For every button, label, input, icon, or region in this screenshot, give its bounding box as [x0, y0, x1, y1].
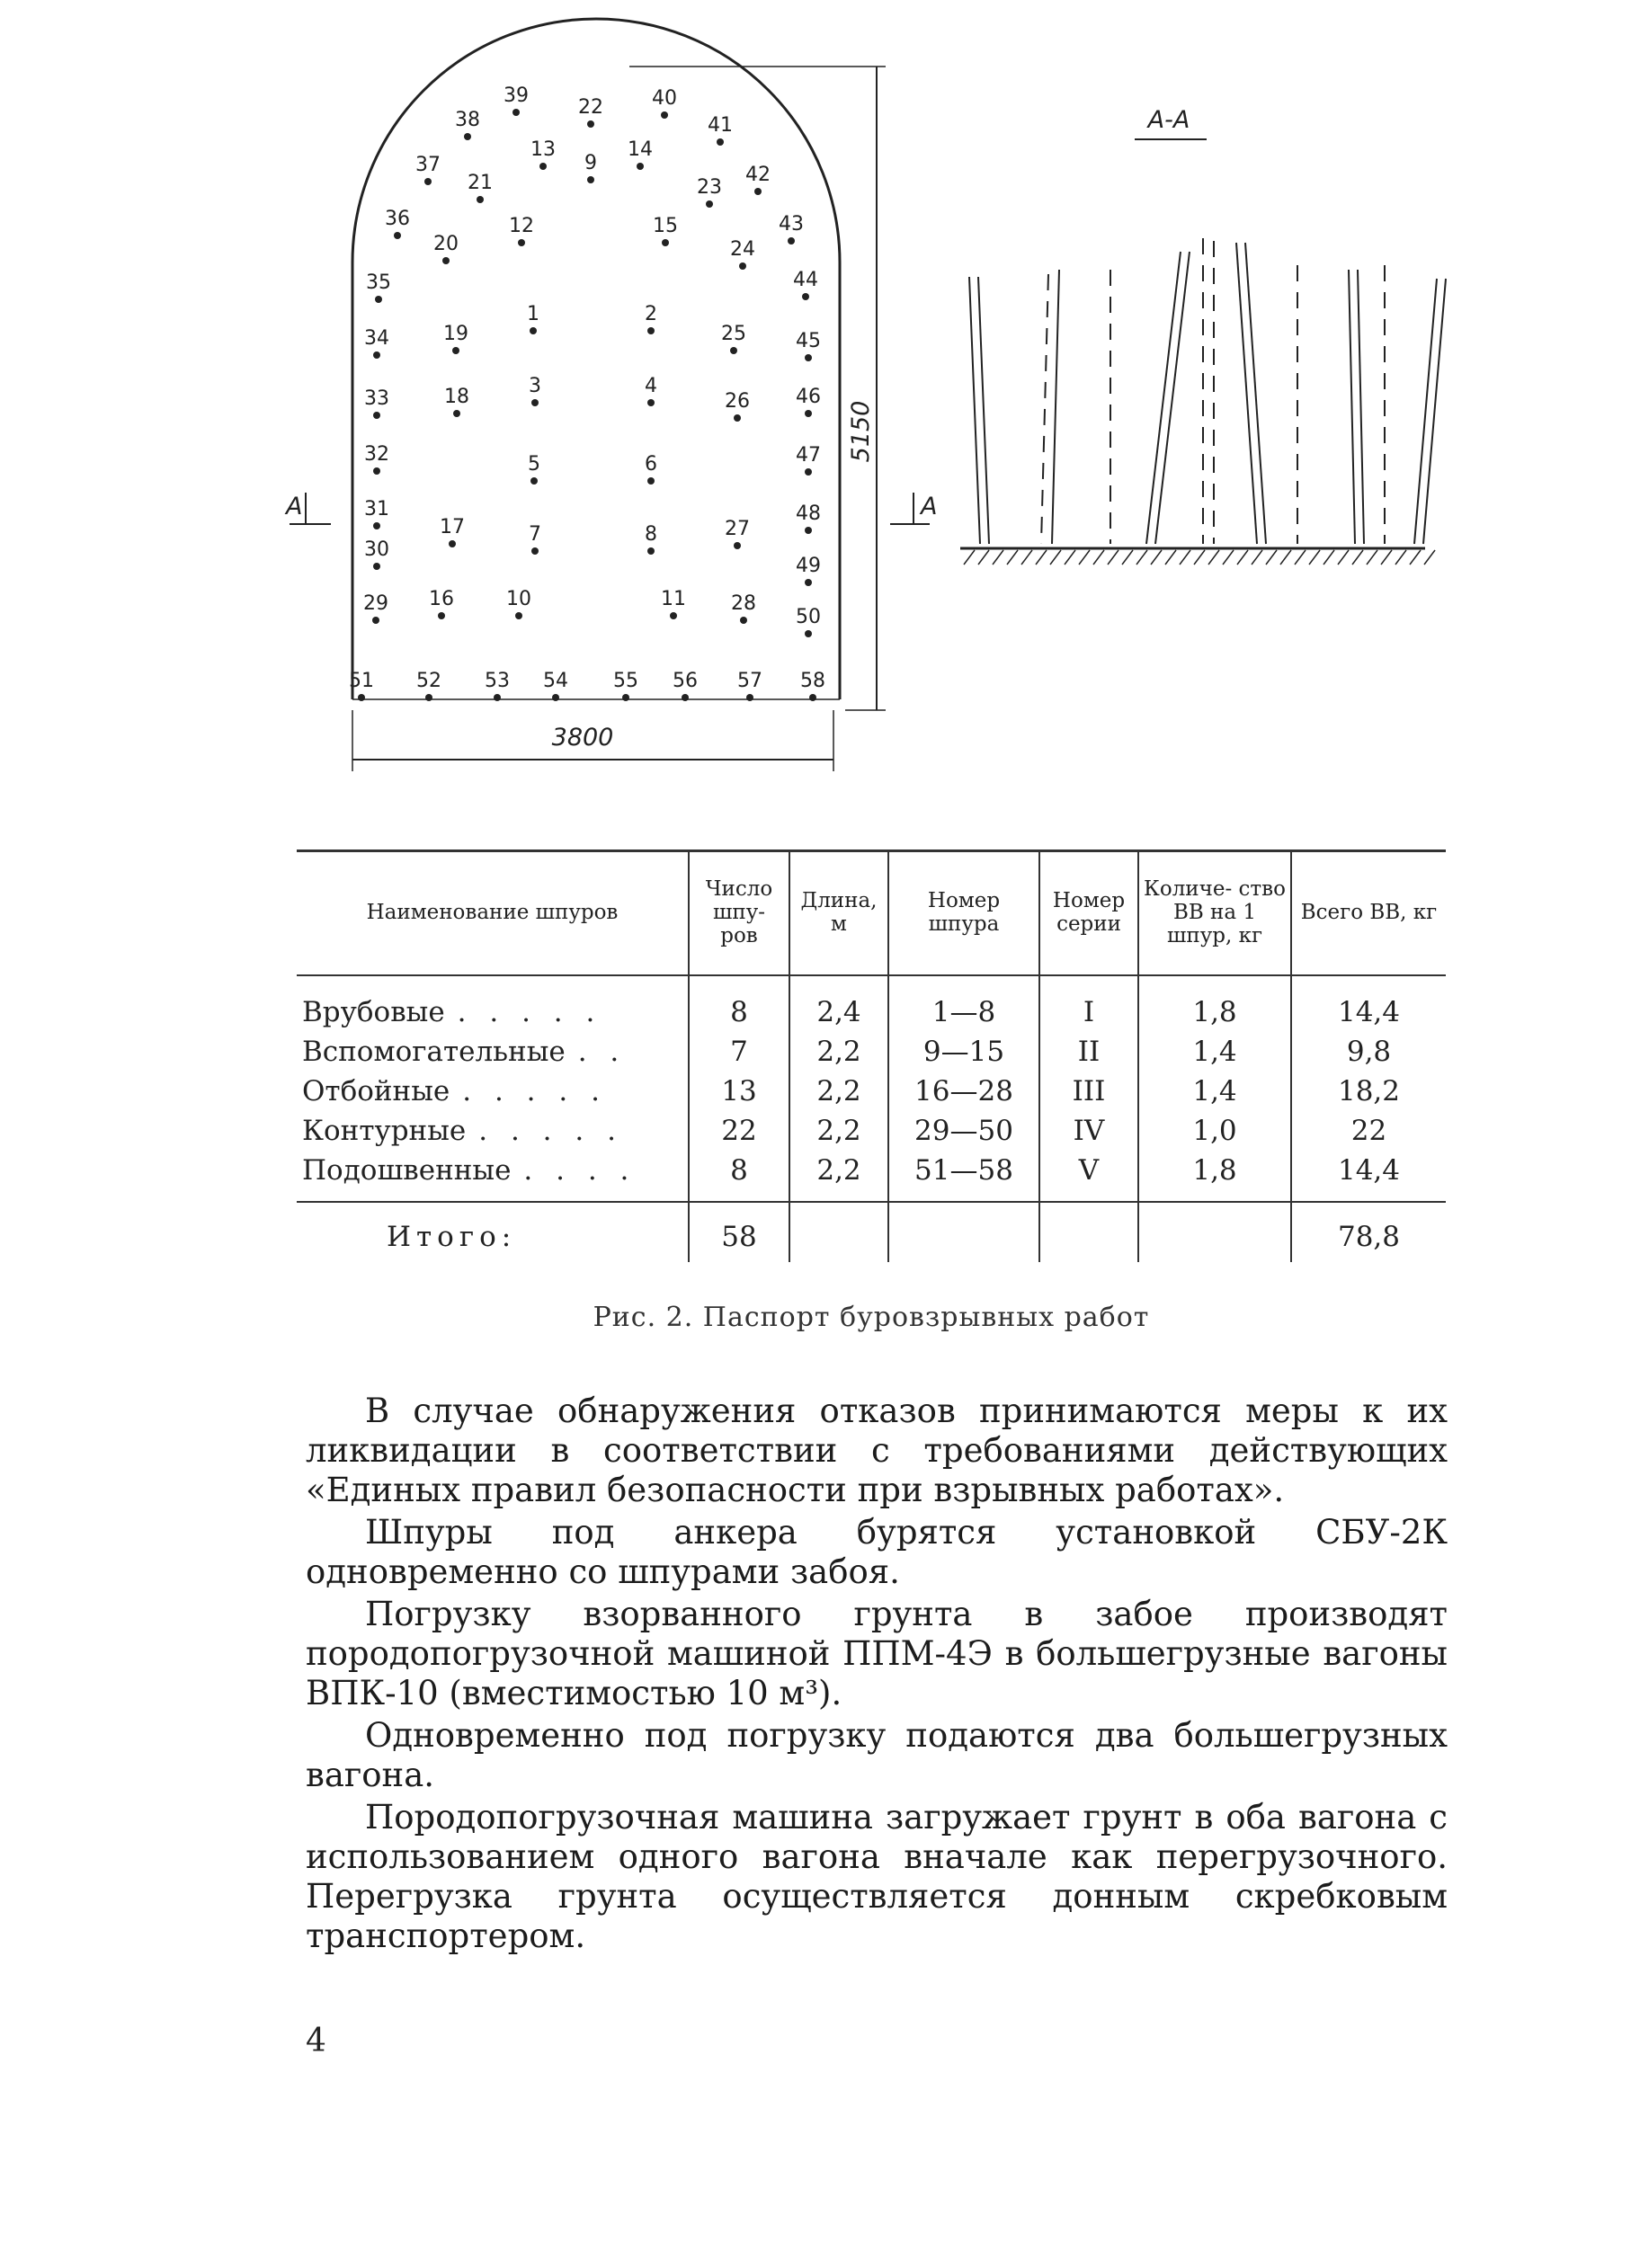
hole-point — [433, 233, 459, 264]
section-hole-line — [1052, 270, 1059, 544]
row-holes: 29—50 — [888, 1111, 1039, 1151]
row-total: 22 — [1291, 1111, 1446, 1151]
section-hole-line — [1414, 279, 1437, 544]
hatch-stroke — [1223, 550, 1234, 565]
hole-dot — [802, 293, 809, 300]
table-row — [297, 1032, 1446, 1072]
row-count: 7 — [689, 1032, 789, 1072]
hole-point — [429, 588, 454, 619]
hole-point — [443, 323, 468, 354]
hole-label: 16 — [429, 588, 454, 610]
hole-point — [385, 208, 410, 239]
hole-dot — [647, 399, 655, 406]
hole-label: 52 — [416, 670, 441, 692]
total-empty — [789, 1202, 888, 1262]
table-header-row — [297, 851, 1446, 976]
hatch-stroke — [1151, 550, 1162, 565]
hole-points — [349, 84, 825, 701]
hatch-stroke — [1424, 550, 1435, 565]
row-total: 14,4 — [1291, 1151, 1446, 1202]
hole-label: 44 — [793, 269, 818, 291]
hole-label: 55 — [613, 670, 638, 692]
hole-label: 56 — [673, 670, 698, 692]
hole-label: 2 — [645, 303, 657, 325]
row-name: Врубовые . . . . . — [302, 996, 602, 1028]
hole-label: 47 — [796, 444, 821, 467]
total-empty — [888, 1202, 1039, 1262]
hole-label: 40 — [652, 87, 677, 110]
table-row — [297, 1151, 1446, 1202]
hole-point — [364, 327, 389, 359]
total-sum: 78,8 — [1291, 1202, 1446, 1262]
hole-point — [725, 390, 750, 422]
hole-label: 30 — [364, 538, 389, 561]
hole-dot — [515, 612, 522, 619]
row-count: 8 — [689, 1151, 789, 1202]
hole-point — [708, 114, 733, 146]
hole-point — [415, 154, 441, 185]
hatch-stroke — [1252, 550, 1262, 565]
row-count: 13 — [689, 1072, 789, 1111]
total-empty — [1138, 1202, 1291, 1262]
hole-label: 35 — [366, 271, 391, 294]
hole-label: 20 — [433, 233, 459, 255]
hole-point — [543, 670, 568, 701]
header-charge: Количе- ство ВВ на 1 шпур, кг — [1138, 851, 1291, 976]
row-name: Контурные . . . . . — [302, 1115, 623, 1147]
section-hole-line — [1155, 252, 1190, 544]
hole-point — [730, 238, 755, 270]
section-holes — [969, 238, 1446, 544]
hole-point — [796, 503, 821, 534]
table-row — [297, 1072, 1446, 1111]
hole-dot — [539, 163, 547, 170]
hole-point — [796, 386, 821, 417]
hole-label: 39 — [504, 84, 529, 107]
hole-point — [721, 323, 746, 354]
hole-dot — [805, 410, 812, 417]
hatch-stroke — [1079, 550, 1090, 565]
hole-label: 6 — [645, 453, 657, 476]
section-hole-line — [1245, 243, 1266, 544]
row-series: IV — [1039, 1111, 1138, 1151]
hatch-stroke — [1280, 550, 1291, 565]
row-total: 14,4 — [1291, 975, 1446, 1032]
hole-point — [527, 303, 539, 334]
hole-dot — [425, 694, 432, 701]
row-total: 9,8 — [1291, 1032, 1446, 1072]
hole-label: 38 — [455, 109, 480, 131]
blasting-table — [297, 849, 1446, 1262]
paragraph: Погрузку взорванного грунта в забое производят породопогрузочной машиной ППМ-4Э в большегрузные вагоны ВПК-10 (вместимостью 10 м³). — [306, 1595, 1448, 1712]
hole-label: 13 — [530, 138, 556, 161]
header-series: Номер серии — [1039, 851, 1138, 976]
hole-dot — [452, 347, 459, 354]
hole-label: 7 — [529, 523, 541, 546]
hole-label: 5 — [528, 453, 540, 476]
hole-dot — [373, 563, 380, 570]
hole-label: 45 — [796, 330, 821, 352]
drilling-diagram — [0, 0, 1631, 845]
hatch-stroke — [1194, 550, 1205, 565]
row-charge: 1,0 — [1138, 1111, 1291, 1151]
hole-label: 4 — [645, 375, 657, 397]
hole-dot — [647, 327, 655, 334]
hole-dot — [805, 354, 812, 361]
table-row — [297, 1111, 1446, 1151]
row-charge: 1,8 — [1138, 975, 1291, 1032]
hole-point — [509, 215, 534, 246]
hole-point — [485, 670, 510, 701]
hole-dot — [375, 296, 382, 303]
hole-point — [645, 303, 657, 334]
hole-point — [796, 330, 821, 361]
hole-point — [745, 164, 771, 195]
hole-dot — [494, 694, 501, 701]
hole-dot — [788, 237, 795, 245]
hole-label: 46 — [796, 386, 821, 408]
section-marker-left-label: А — [286, 493, 303, 520]
row-holes: 16—28 — [888, 1072, 1039, 1111]
hole-label: 9 — [584, 152, 597, 174]
hole-point — [440, 516, 465, 547]
hole-dot — [530, 477, 538, 485]
row-series: II — [1039, 1032, 1138, 1072]
hole-dot — [464, 133, 471, 140]
hatch-stroke — [1065, 550, 1075, 565]
hole-dot — [531, 547, 539, 555]
section-hole-line — [1146, 252, 1181, 544]
row-name: Вспомогательные . . — [302, 1036, 627, 1068]
hole-point — [578, 96, 603, 128]
hole-label: 27 — [725, 518, 750, 540]
hole-label: 31 — [364, 498, 389, 520]
hatch-stroke — [1338, 550, 1349, 565]
hole-point — [529, 375, 541, 406]
hatch-stroke — [1309, 550, 1320, 565]
hole-point — [528, 453, 540, 485]
hole-label: 25 — [721, 323, 746, 345]
hole-dot — [587, 120, 594, 128]
hatch-stroke — [1021, 550, 1032, 565]
hatch-stroke — [1410, 550, 1421, 565]
hatch-stroke — [1165, 550, 1176, 565]
hole-point — [697, 176, 722, 208]
hole-label: 21 — [468, 172, 493, 194]
hatch-stroke — [1093, 550, 1104, 565]
hole-dot — [587, 176, 594, 183]
hole-label: 57 — [737, 670, 762, 692]
total-count: 58 — [689, 1202, 789, 1262]
paragraph: Шпуры под анкера бурятся установкой СБУ-2К одновременно со шпурами забоя. — [306, 1513, 1448, 1591]
section-hole-line — [978, 277, 989, 544]
hole-dot — [754, 188, 762, 195]
section-hole-line — [1423, 279, 1446, 544]
hole-dot — [438, 612, 445, 619]
header-length: Длина, м — [789, 851, 888, 976]
hole-point — [530, 138, 556, 170]
hole-point — [529, 523, 541, 555]
section-hole-line — [1349, 270, 1355, 544]
row-name: Подошвенные . . . . — [302, 1154, 637, 1187]
hatch-stroke — [1266, 550, 1277, 565]
hole-point — [737, 670, 762, 701]
hole-label: 18 — [444, 386, 469, 408]
hole-point — [645, 453, 657, 485]
hole-point — [779, 213, 804, 245]
hole-dot — [477, 196, 484, 203]
hole-dot — [518, 239, 525, 246]
hole-point — [366, 271, 391, 303]
hole-point — [584, 152, 597, 183]
hatch-stroke — [1208, 550, 1219, 565]
hatch-stroke — [1352, 550, 1363, 565]
hatch-stroke — [1367, 550, 1377, 565]
hole-label: 37 — [415, 154, 441, 176]
height-dim-label: 5150 — [847, 400, 875, 463]
hole-point — [645, 523, 657, 555]
total-empty — [1039, 1202, 1138, 1262]
hole-label: 29 — [363, 592, 388, 615]
page-number: 4 — [306, 2023, 326, 2059]
hole-point — [506, 588, 531, 619]
hole-dot — [453, 410, 460, 417]
hole-dot — [682, 694, 689, 701]
hole-point — [731, 592, 756, 624]
hole-dot — [637, 163, 644, 170]
row-series: I — [1039, 975, 1138, 1032]
hole-label: 12 — [509, 215, 534, 237]
paragraph: В случае обнаружения отказов принимаются меры к их ликвидации в соответствии с требованиями действующих «Единых правил безопасности при взрывных работах». — [306, 1392, 1448, 1509]
table-total-row — [297, 1202, 1446, 1262]
hole-label: 34 — [364, 327, 389, 350]
hole-dot — [530, 327, 537, 334]
row-holes: 1—8 — [888, 975, 1039, 1032]
hatch-stroke — [1007, 550, 1018, 565]
hole-dot — [449, 540, 456, 547]
hole-point — [661, 588, 686, 619]
hole-label: 54 — [543, 670, 568, 692]
row-length: 2,2 — [789, 1151, 888, 1202]
hole-dot — [373, 412, 380, 419]
hole-label: 23 — [697, 176, 722, 199]
hole-dot — [805, 468, 812, 476]
table-row — [297, 975, 1446, 1032]
hole-point — [468, 172, 493, 203]
hole-label: 50 — [796, 606, 821, 628]
total-label: Итого: — [387, 1221, 517, 1253]
row-total: 18,2 — [1291, 1072, 1446, 1111]
hole-label: 8 — [645, 523, 657, 546]
hatch-stroke — [964, 550, 975, 565]
hole-label: 53 — [485, 670, 510, 692]
figure-caption: Рис. 2. Паспорт буровзрывных работ — [593, 1302, 1150, 1333]
hole-label: 19 — [443, 323, 468, 345]
hatch-stroke — [1036, 550, 1047, 565]
hatch-stroke — [1180, 550, 1190, 565]
hole-label: 32 — [364, 443, 389, 466]
hole-point — [444, 386, 469, 417]
hatch-stroke — [993, 550, 1003, 565]
hole-point — [416, 670, 441, 701]
hole-dot — [358, 694, 365, 701]
section-hole-line — [1041, 274, 1048, 544]
row-length: 2,2 — [789, 1032, 888, 1072]
body-text — [306, 1392, 1448, 1959]
hole-point — [653, 215, 678, 246]
header-name: Наименование шпуров — [366, 901, 619, 925]
hole-dot — [661, 111, 668, 119]
hole-dot — [531, 399, 539, 406]
hole-label: 24 — [730, 238, 755, 261]
hole-dot — [730, 347, 737, 354]
hole-point — [796, 555, 821, 586]
tunnel-outline — [352, 19, 840, 699]
hole-dot — [373, 351, 380, 359]
hole-label: 36 — [385, 208, 410, 230]
hole-point — [800, 670, 825, 701]
hole-dot — [706, 200, 713, 208]
paragraph: Породопогрузочная машина загружает грунт в оба вагона с использованием одного вагона вначале как перегрузочного. Перегрузка грунта осуществляется донным скребковым транспортером. — [306, 1798, 1448, 1955]
hole-label: 17 — [440, 516, 465, 538]
row-length: 2,2 — [789, 1072, 888, 1111]
hatch-stroke — [1381, 550, 1392, 565]
hatch-stroke — [1050, 550, 1061, 565]
hole-dot — [739, 262, 746, 270]
hatch-stroke — [1122, 550, 1133, 565]
hole-point — [504, 84, 529, 116]
hole-label: 15 — [653, 215, 678, 237]
hole-dot — [622, 694, 629, 701]
hole-point — [364, 538, 389, 570]
hole-dot — [512, 109, 520, 116]
hole-point — [725, 518, 750, 549]
hole-dot — [552, 694, 559, 701]
hole-dot — [734, 542, 741, 549]
row-charge: 1,4 — [1138, 1072, 1291, 1111]
hole-point — [364, 443, 389, 475]
paragraph: Одновременно под погрузку подаются два большегрузных вагона. — [306, 1716, 1448, 1794]
hole-point — [455, 109, 480, 140]
hole-point — [793, 269, 818, 300]
hole-dot — [805, 527, 812, 534]
hatch-stroke — [1324, 550, 1334, 565]
hole-dot — [647, 477, 655, 485]
ground-hatching — [964, 550, 1435, 565]
hole-label: 51 — [349, 670, 374, 692]
hole-dot — [805, 630, 812, 637]
hole-label: 33 — [364, 387, 389, 410]
hole-point — [645, 375, 657, 406]
hole-label: 58 — [800, 670, 825, 692]
row-name: Отбойные . . . . . — [302, 1075, 607, 1107]
hole-dot — [662, 239, 669, 246]
hole-label: 11 — [661, 588, 686, 610]
width-dim-label: 3800 — [551, 724, 614, 752]
hole-dot — [670, 612, 677, 619]
hole-point — [613, 670, 638, 701]
row-count: 22 — [689, 1111, 789, 1151]
hatch-stroke — [1295, 550, 1306, 565]
row-count: 8 — [689, 975, 789, 1032]
row-length: 2,4 — [789, 975, 888, 1032]
header-count: Число шпу- ров — [689, 851, 789, 976]
hole-dot — [809, 694, 816, 701]
row-series: III — [1039, 1072, 1138, 1111]
hole-point — [796, 444, 821, 476]
hole-point — [364, 498, 389, 529]
hole-label: 43 — [779, 213, 804, 236]
hole-label: 22 — [578, 96, 603, 119]
hatch-stroke — [1108, 550, 1119, 565]
hole-label: 1 — [527, 303, 539, 325]
hole-dot — [372, 617, 379, 624]
hole-dot — [805, 579, 812, 586]
hole-dot — [717, 138, 724, 146]
hole-label: 26 — [725, 390, 750, 413]
row-length: 2,2 — [789, 1111, 888, 1151]
hole-label: 10 — [506, 588, 531, 610]
hole-label: 41 — [708, 114, 733, 137]
hole-point — [628, 138, 653, 170]
hatch-stroke — [978, 550, 989, 565]
hatch-stroke — [1237, 550, 1248, 565]
row-charge: 1,8 — [1138, 1151, 1291, 1202]
row-series: V — [1039, 1151, 1138, 1202]
hole-point — [673, 670, 698, 701]
hole-point — [652, 87, 677, 119]
hole-dot — [734, 414, 741, 422]
hole-label: 42 — [745, 164, 771, 186]
section-marker-right-label: А — [921, 493, 938, 520]
hole-dot — [373, 467, 380, 475]
hole-dot — [394, 232, 401, 239]
hole-point — [364, 387, 389, 419]
hatch-stroke — [1395, 550, 1406, 565]
hole-dot — [746, 694, 753, 701]
header-hole-number: Номер шпура — [888, 851, 1039, 976]
hatch-stroke — [1136, 550, 1147, 565]
hole-label: 14 — [628, 138, 653, 161]
hole-label: 48 — [796, 503, 821, 525]
hole-dot — [442, 257, 450, 264]
row-holes: 9—15 — [888, 1032, 1039, 1072]
row-holes: 51—58 — [888, 1151, 1039, 1202]
hole-label: 28 — [731, 592, 756, 615]
hole-dot — [424, 178, 432, 185]
section-hole-line — [1236, 243, 1257, 544]
section-title: А-А — [1147, 106, 1190, 134]
hole-dot — [373, 522, 380, 529]
section-hole-line — [969, 277, 980, 544]
row-charge: 1,4 — [1138, 1032, 1291, 1072]
hole-label: 49 — [796, 555, 821, 577]
hole-point — [363, 592, 388, 624]
hole-dot — [740, 617, 747, 624]
hole-point — [796, 606, 821, 637]
header-total: Всего ВВ, кг — [1291, 851, 1446, 976]
hole-label: 3 — [529, 375, 541, 397]
hole-dot — [647, 547, 655, 555]
section-hole-line — [1358, 270, 1364, 544]
